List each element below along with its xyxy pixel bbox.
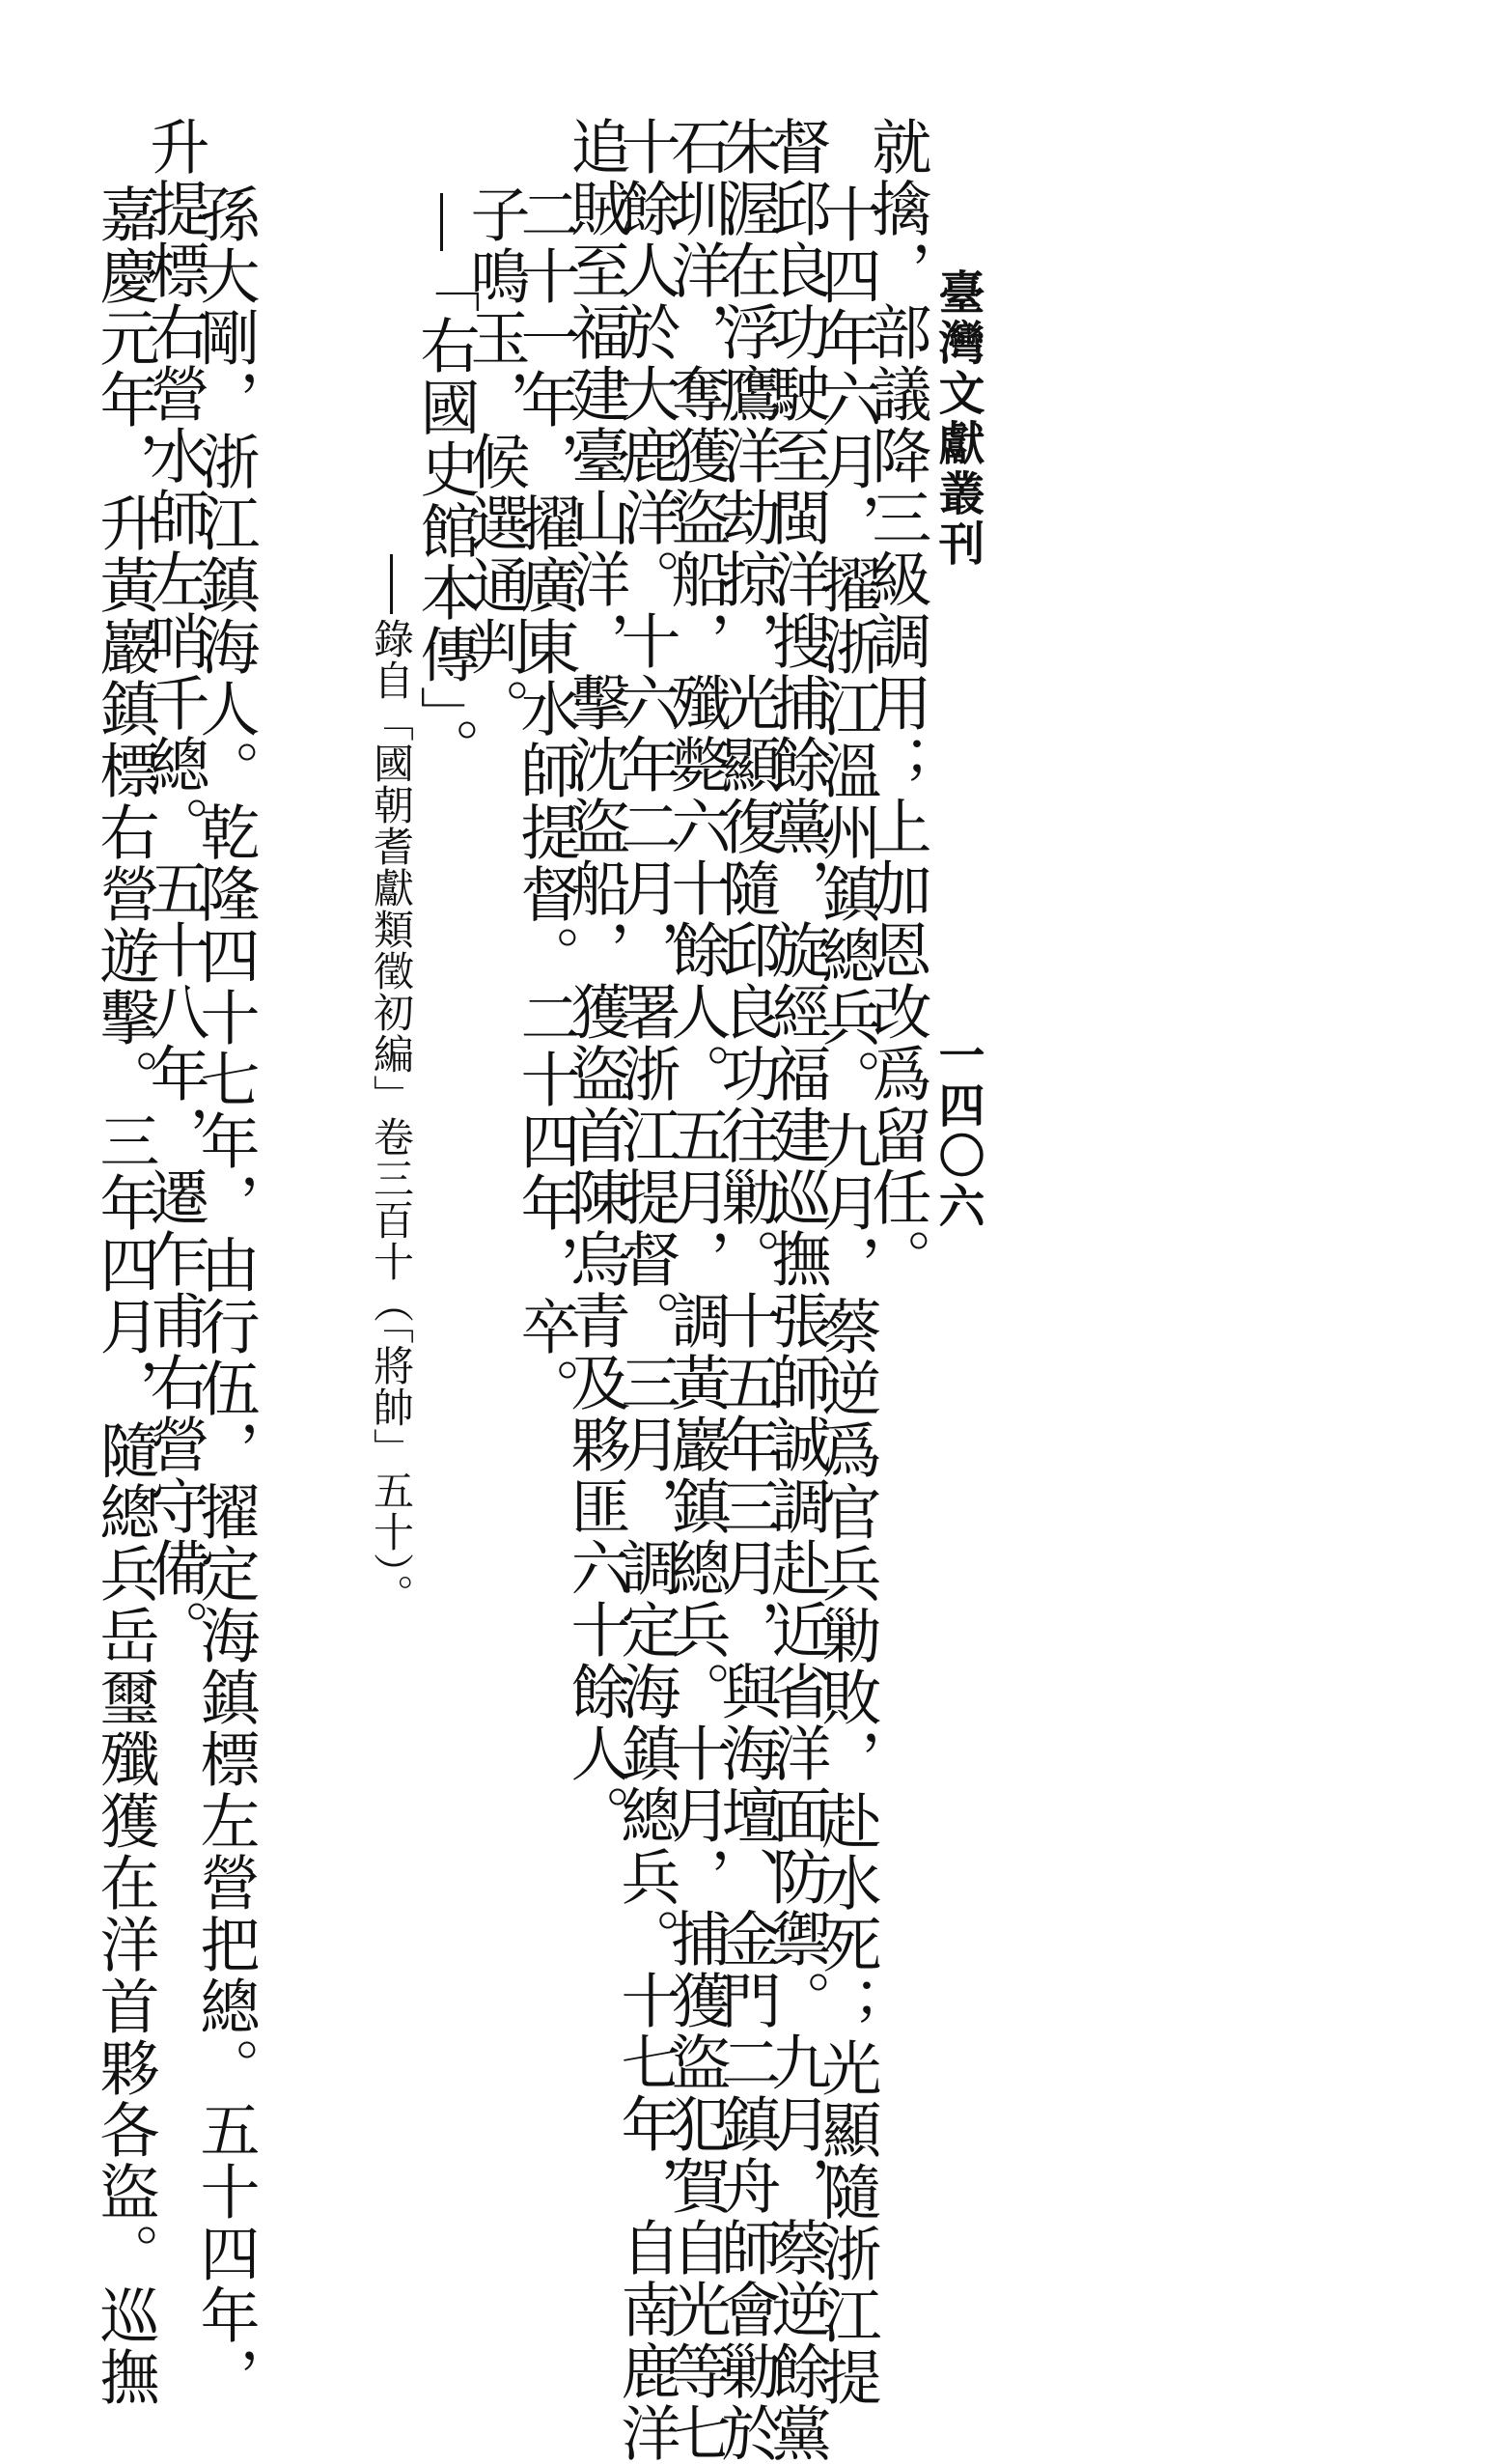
text-column: 子鳴玉，候選通判。: [460, 183, 531, 740]
source-note: 錄自「國朝耆獻類徵初編」卷三百十（「將帥」五十）。: [368, 618, 415, 1615]
text-column: 十四年六月，擢浙江溫州鎮總兵。九月，蔡逆爲官兵勦敗，赴水死；光顯隨浙江提: [812, 183, 882, 2408]
source-dash: [390, 554, 393, 614]
citation-line: 「右國史館本傳」。: [410, 253, 481, 779]
text-column: 朱渥在浮鷹洋劫掠，光顯復隨邱良功往勦。十五年三月，與海壇、金門二鎮舟師會勦於: [711, 116, 782, 2464]
text-column: 督邱良功駛至閩洋搜捕餘黨，旋經福建巡撫張師誠調赴近省洋面防禦。九月，蔡逆餘黨: [762, 116, 832, 2464]
series-title: 臺灣文獻叢刊: [930, 268, 985, 570]
text-column: 石圳洋，奪獲盜船，殲斃六十餘人。五月，調黃巖鎮總兵。十月，捕獲盜犯賀自光等七: [661, 116, 732, 2464]
citation-dash: [440, 193, 443, 251]
text-column: 追賊至福建臺山洋，擊沈盜船，獲盜首陳烏青及夥匪六十餘人。: [561, 116, 631, 1846]
text-column: 二十一年，擢廣東水師提督。二十四年，卒。: [511, 183, 581, 1419]
page-number: 一四〇六: [930, 1031, 985, 1232]
text-column: 十餘人於大鹿洋。十六年二月，署浙江提督。三月，調定海鎮總兵。十七年，自南鹿洋: [611, 116, 681, 2464]
text-column: 嘉慶元年，升黃巖鎮標右營遊擊。三年四月，隨總兵岳璽殲獲在洋首夥各盜。巡撫: [90, 183, 160, 2408]
text-column: 孫大剛，浙江鎮海人。乾隆四十七年，由行伍，擢定海鎮標左營把總。五十四年，: [190, 183, 261, 2408]
text-column: 就擒，部議降三級調用；上加恩改爲留任。: [862, 116, 932, 1290]
text-column: 升提標右營水師左哨千總。五十八年，遷乍甫右營守備。: [140, 116, 210, 1661]
